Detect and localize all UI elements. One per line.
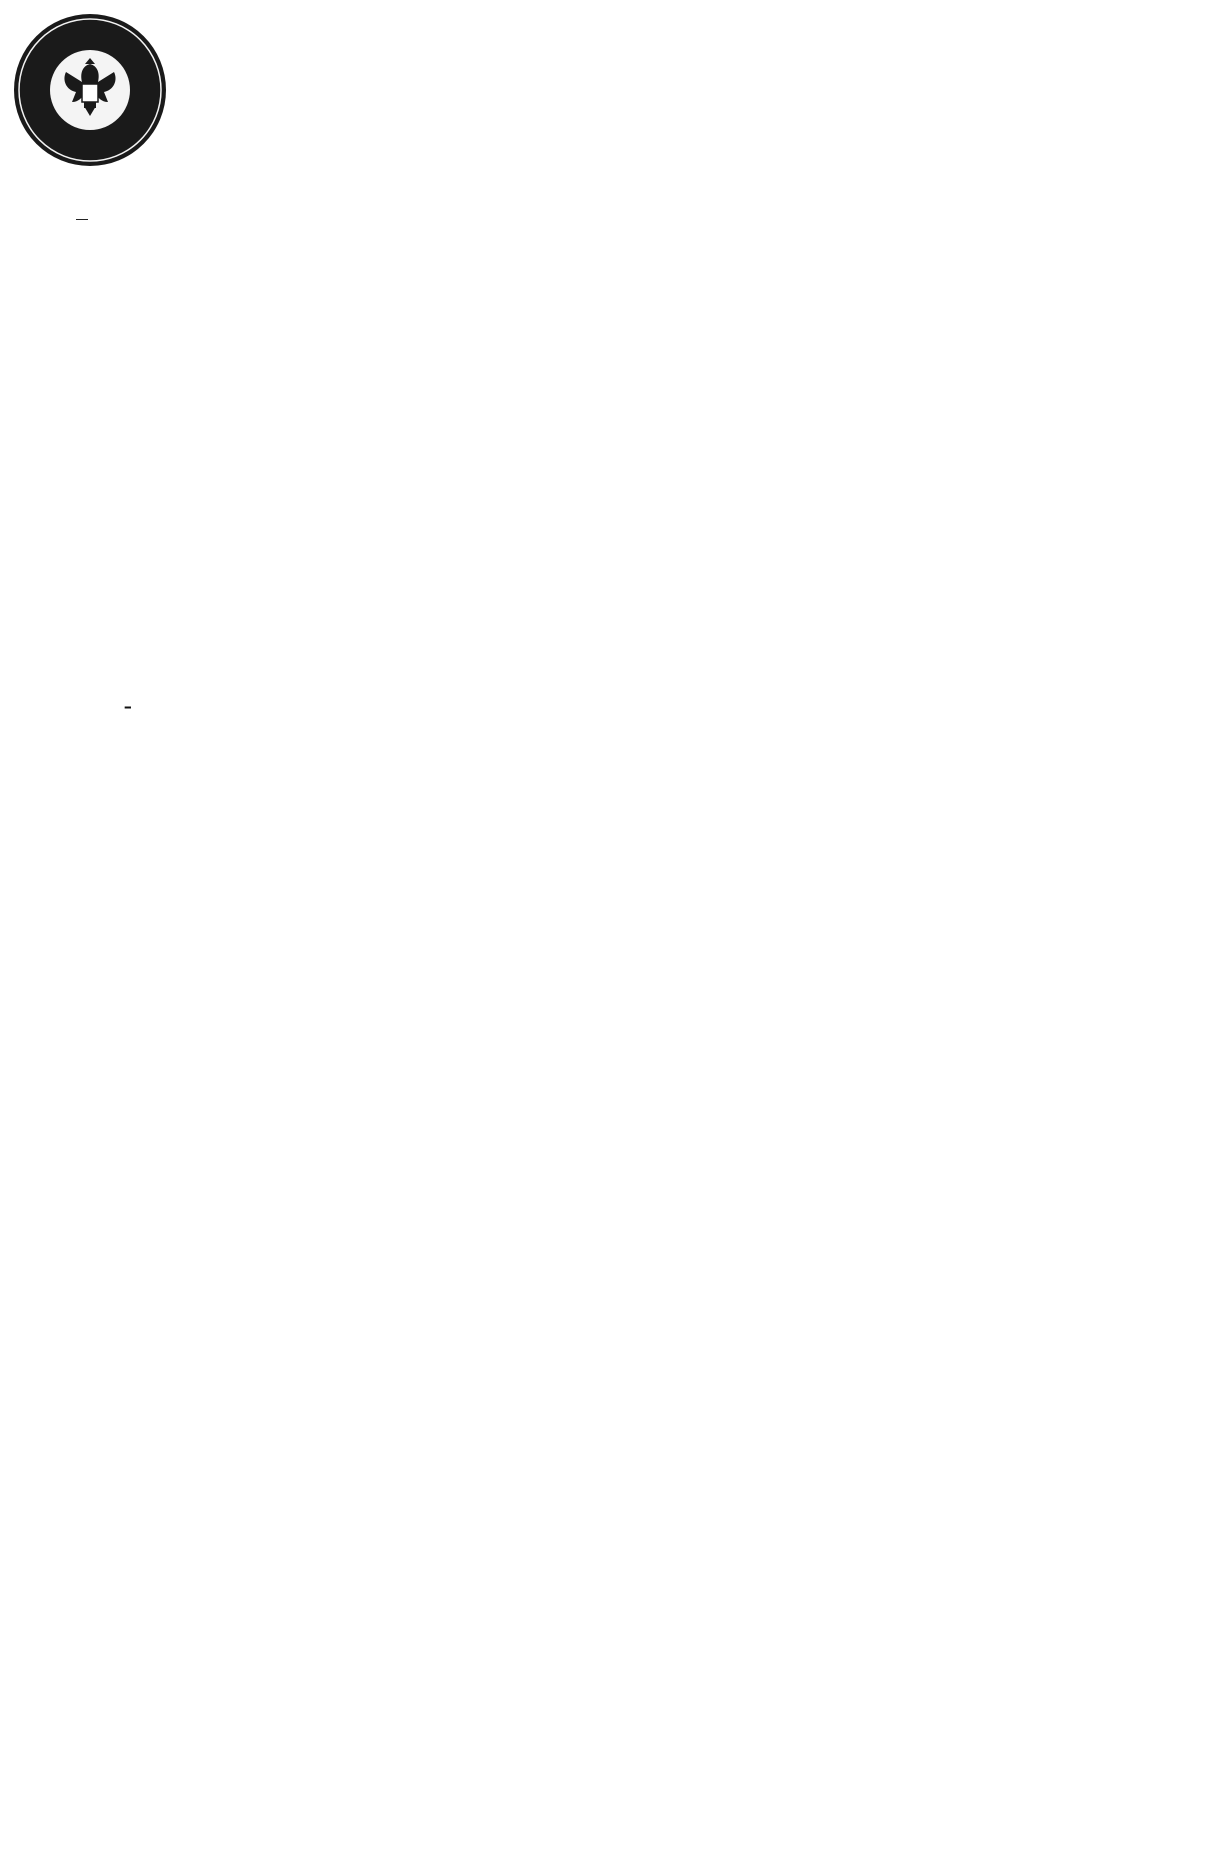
handwritten-number: [76, 219, 88, 220]
government-seal-logo: [10, 10, 170, 170]
registration-number: [74, 210, 90, 234]
